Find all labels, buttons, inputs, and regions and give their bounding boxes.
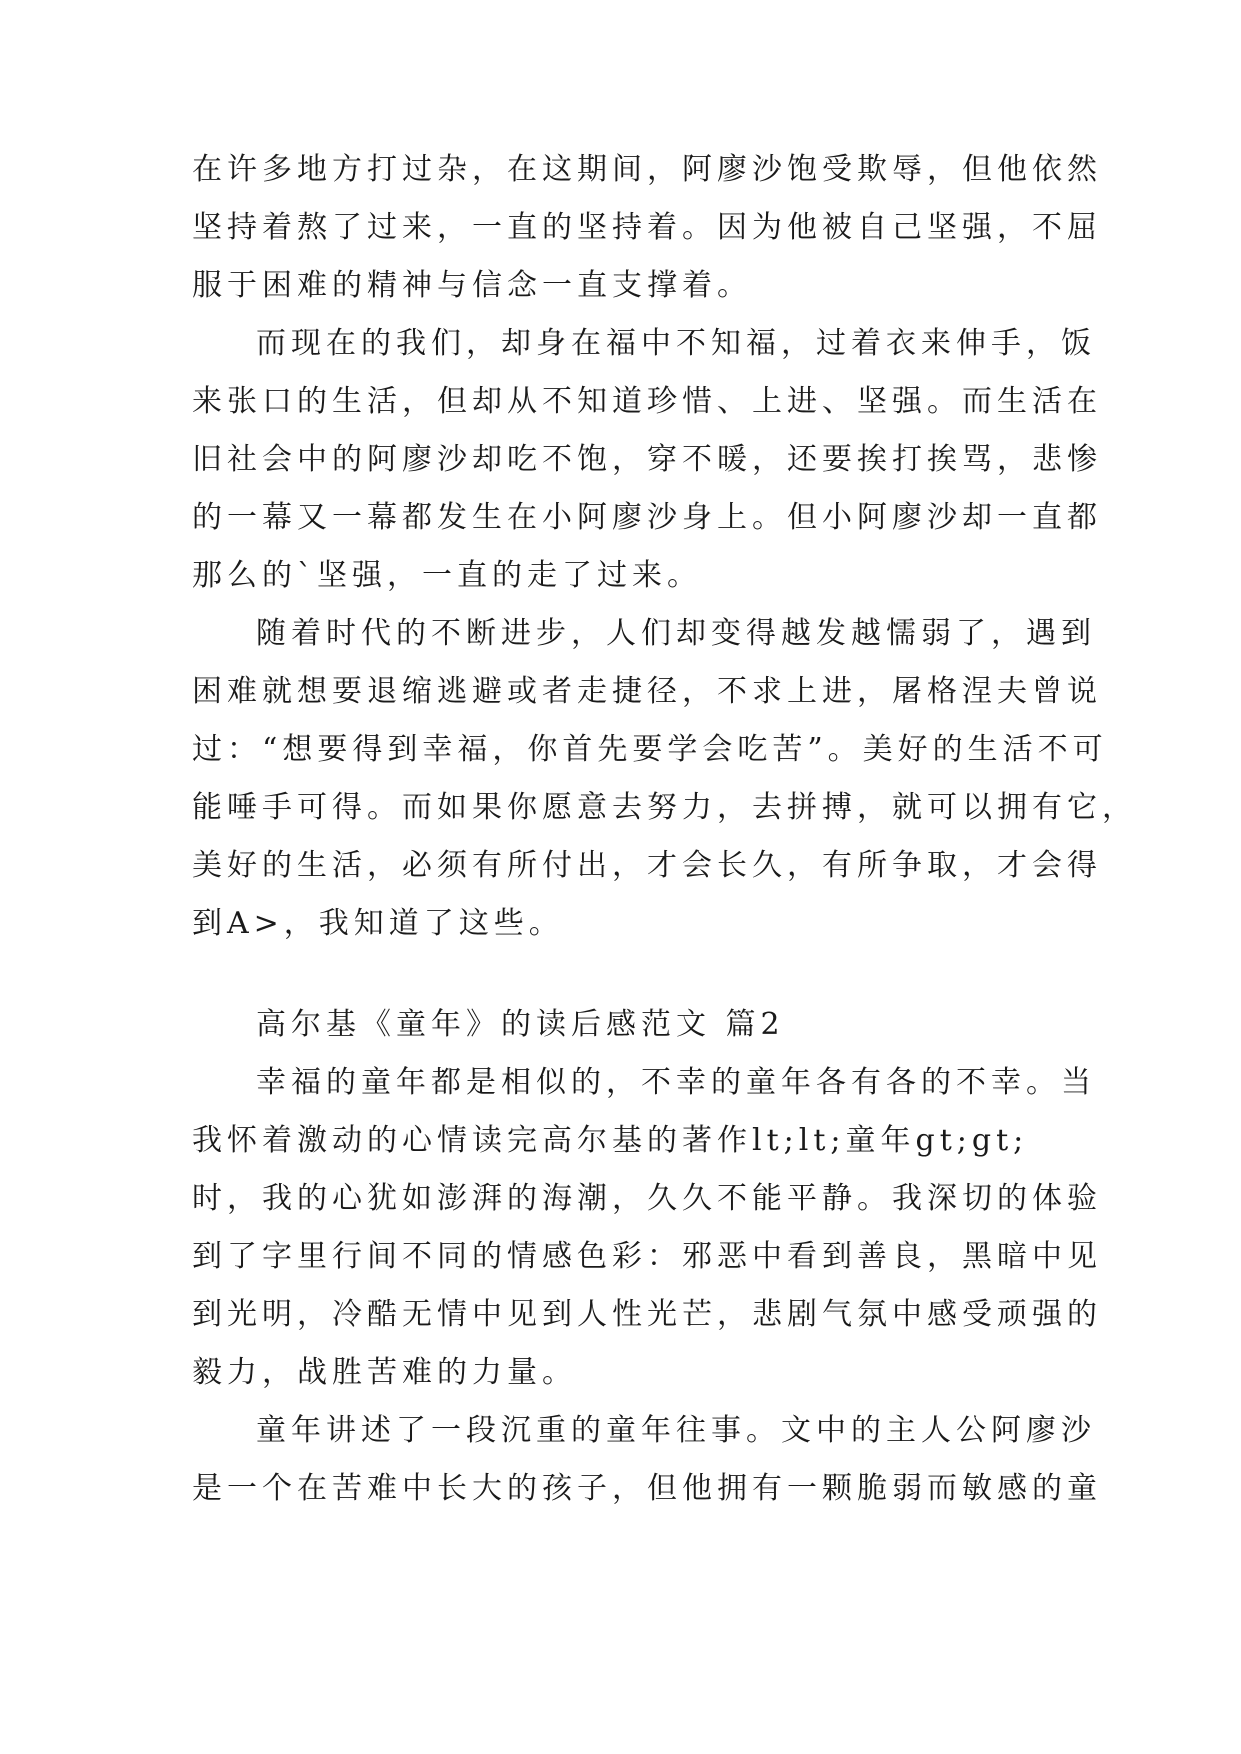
- paragraph-first-line: 而现在的我们，却身在福中不知福，过着衣来伸手，饭: [256, 326, 1096, 361]
- text-line: 我怀着激动的心情读完高尔基的著作lt;lt;童年gt;gt;: [192, 1123, 1029, 1158]
- paragraph-first-line: 童年讲述了一段沉重的童年往事。文中的主人公阿廖沙: [256, 1413, 1096, 1448]
- text-line: 服于困难的精神与信念一直支撑着。: [192, 268, 752, 303]
- text-line: 时，我的心犹如澎湃的海潮，久久不能平静。我深切的体验: [192, 1181, 1102, 1216]
- text-line: 来张口的生活，但却从不知道珍惜、上进、坚强。而生活在: [192, 384, 1102, 419]
- text-line: 的一幕又一幕都发生在小阿廖沙身上。但小阿廖沙却一直都: [192, 500, 1102, 535]
- paragraph-first-line: 随着时代的不断进步，人们却变得越发越懦弱了，遇到: [256, 616, 1096, 651]
- text-line: 那么的`坚强，一直的走了过来。: [192, 558, 702, 593]
- paragraph-first-line: 幸福的童年都是相似的，不幸的童年各有各的不幸。当: [256, 1065, 1096, 1100]
- text-line: 到了字里行间不同的情感色彩：邪恶中看到善良，黑暗中见: [192, 1239, 1102, 1274]
- text-line: 能唾手可得。而如果你愿意去努力，去拼搏，就可以拥有它，: [192, 790, 1137, 825]
- text-line: 在许多地方打过杂，在这期间，阿廖沙饱受欺辱，但他依然: [192, 152, 1102, 187]
- text-line: 困难就想要退缩逃避或者走捷径，不求上进，屠格涅夫曾说: [192, 674, 1102, 709]
- text-line: 旧社会中的阿廖沙却吃不饱，穿不暖，还要挨打挨骂，悲惨: [192, 442, 1102, 477]
- section-heading: 高尔基《童年》的读后感范文 篇2: [256, 1007, 785, 1042]
- text-line: 坚持着熬了过来，一直的坚持着。因为他被自己坚强，不屈: [192, 210, 1102, 245]
- text-line: 到光明，冷酷无情中见到人性光芒，悲剧气氛中感受顽强的: [192, 1297, 1102, 1332]
- text-line: 是一个在苦难中长大的孩子，但他拥有一颗脆弱而敏感的童: [192, 1471, 1102, 1506]
- text-line: 到A>，我知道了这些。: [192, 906, 564, 941]
- text-line: 美好的生活，必须有所付出，才会长久，有所争取，才会得: [192, 848, 1102, 883]
- text-line: 毅力，战胜苦难的力量。: [192, 1355, 577, 1390]
- text-line: 过：“想要得到幸福，你首先要学会吃苦”。美好的生活不可: [192, 732, 1108, 767]
